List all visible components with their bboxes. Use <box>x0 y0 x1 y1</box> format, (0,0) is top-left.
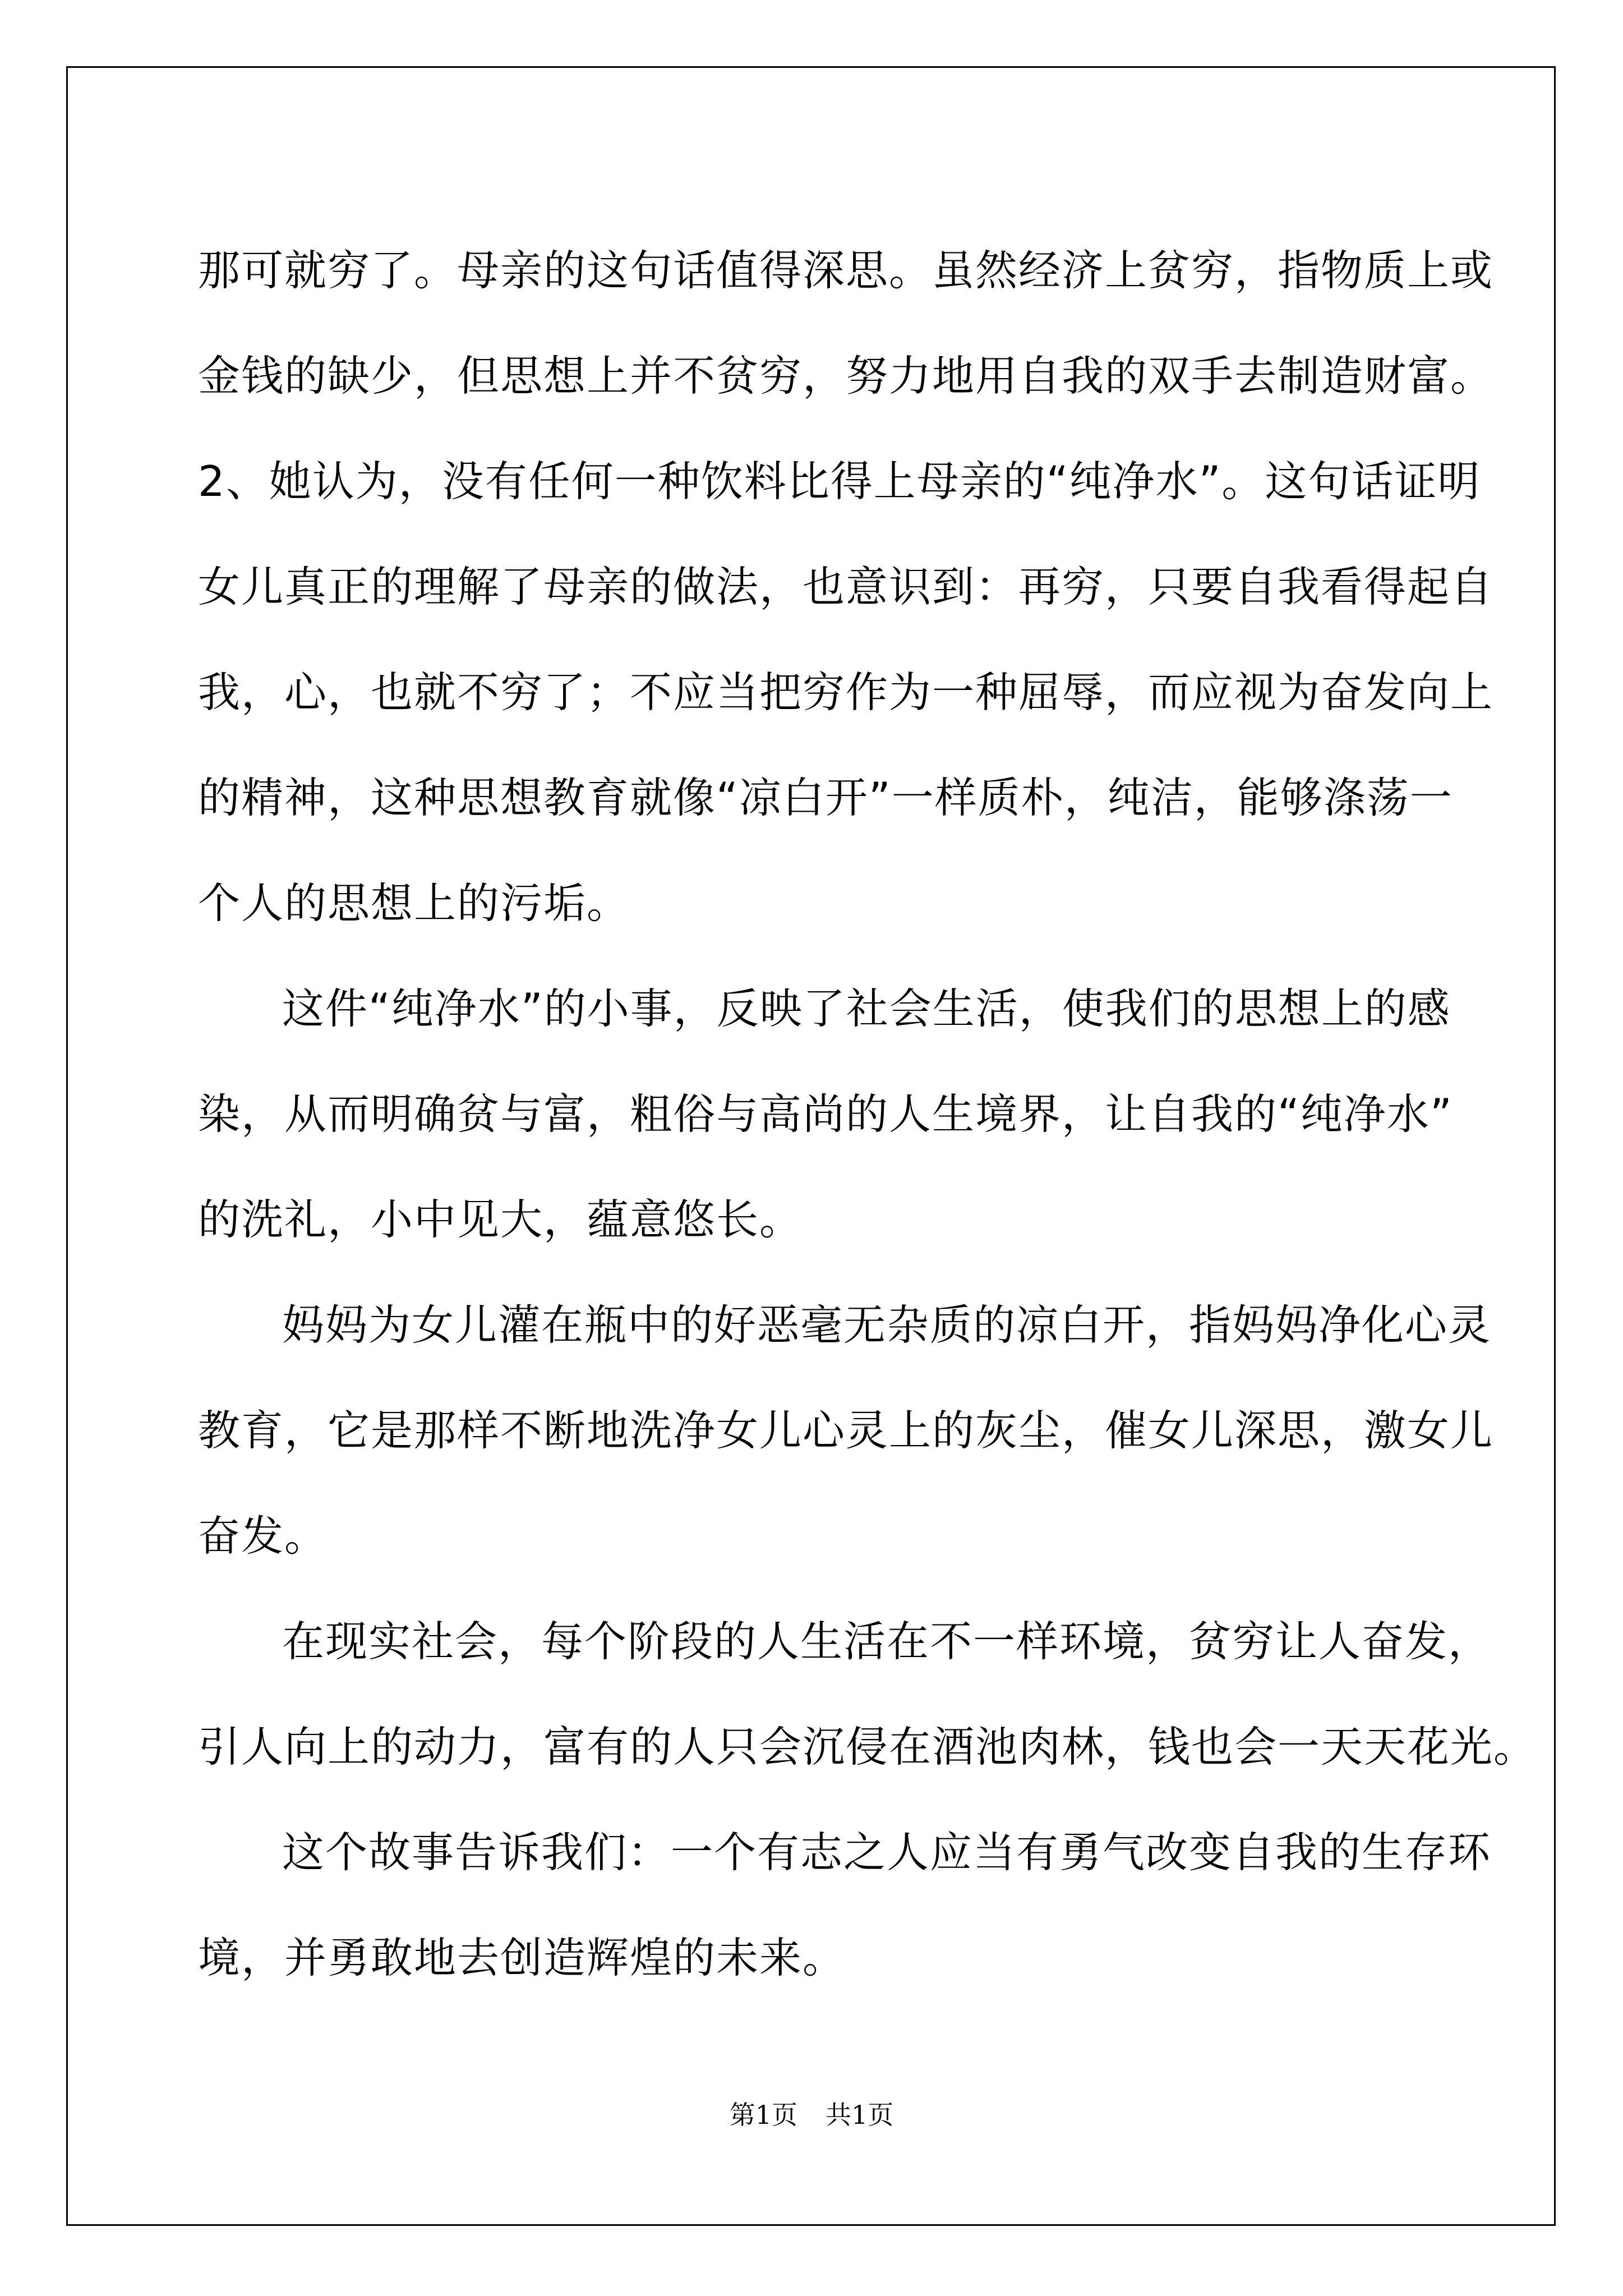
paragraph-start-line: 在现实社会，每个阶段的人生活在不一样环境，贫穷让人奋发， <box>282 1617 1492 1666</box>
text-line: 2、她认为，没有任何一种饮料比得上母亲的“纯净水”。这句话证明 <box>198 457 1481 506</box>
text-line: 我，心，也就不穷了；不应当把穷作为一种屈辱，而应视为奋发向上 <box>198 668 1494 717</box>
text-line: 的洗礼，小中见大，蕴意悠长。 <box>198 1195 803 1244</box>
page-footer <box>0 2098 1623 2132</box>
text-line: 女儿真正的理解了母亲的做法，也意识到：再穷，只要自我看得起自 <box>198 562 1494 611</box>
text-line: 教育，它是那样不断地洗净女儿心灵上的灰尘，催女儿深思，激女儿 <box>198 1406 1494 1455</box>
paragraph-start-line: 这个故事告诉我们：一个有志之人应当有勇气改变自我的生存环 <box>282 1828 1492 1877</box>
paragraph-start-line: 这件“纯净水”的小事，反映了社会生活，使我们的思想上的感 <box>282 984 1451 1033</box>
document-body <box>198 218 1537 2010</box>
paragraph-start-line: 妈妈为女儿灌在瓶中的好恶毫无杂质的凉白开，指妈妈净化心灵 <box>282 1300 1492 1350</box>
text-line: 境，并勇敢地去创造辉煌的未来。 <box>198 1933 846 1982</box>
text-line: 金钱的缺少，但思想上并不贫穷，努力地用自我的双手去制造财富。 <box>198 351 1494 401</box>
text-line: 引人向上的动力，富有的人只会沉侵在酒池肉林，钱也会一天天花光。 <box>198 1722 1537 1772</box>
text-line: 那可就穷了。母亲的这句话值得深思。虽然经济上贫穷，指物质上或 <box>198 246 1494 295</box>
text-line: 染，从而明确贫与富，粗俗与高尚的人生境界，让自我的“纯净水” <box>198 1089 1453 1139</box>
page-number: 第1页 <box>729 2100 797 2130</box>
text-line: 奋发。 <box>198 1511 328 1561</box>
text-line: 个人的思想上的污垢。 <box>198 878 630 928</box>
text-line: 的精神，这种思想教育就像“凉白开”一样质朴，纯洁，能够涤荡一 <box>198 773 1453 822</box>
page-total: 共1页 <box>826 2100 894 2130</box>
